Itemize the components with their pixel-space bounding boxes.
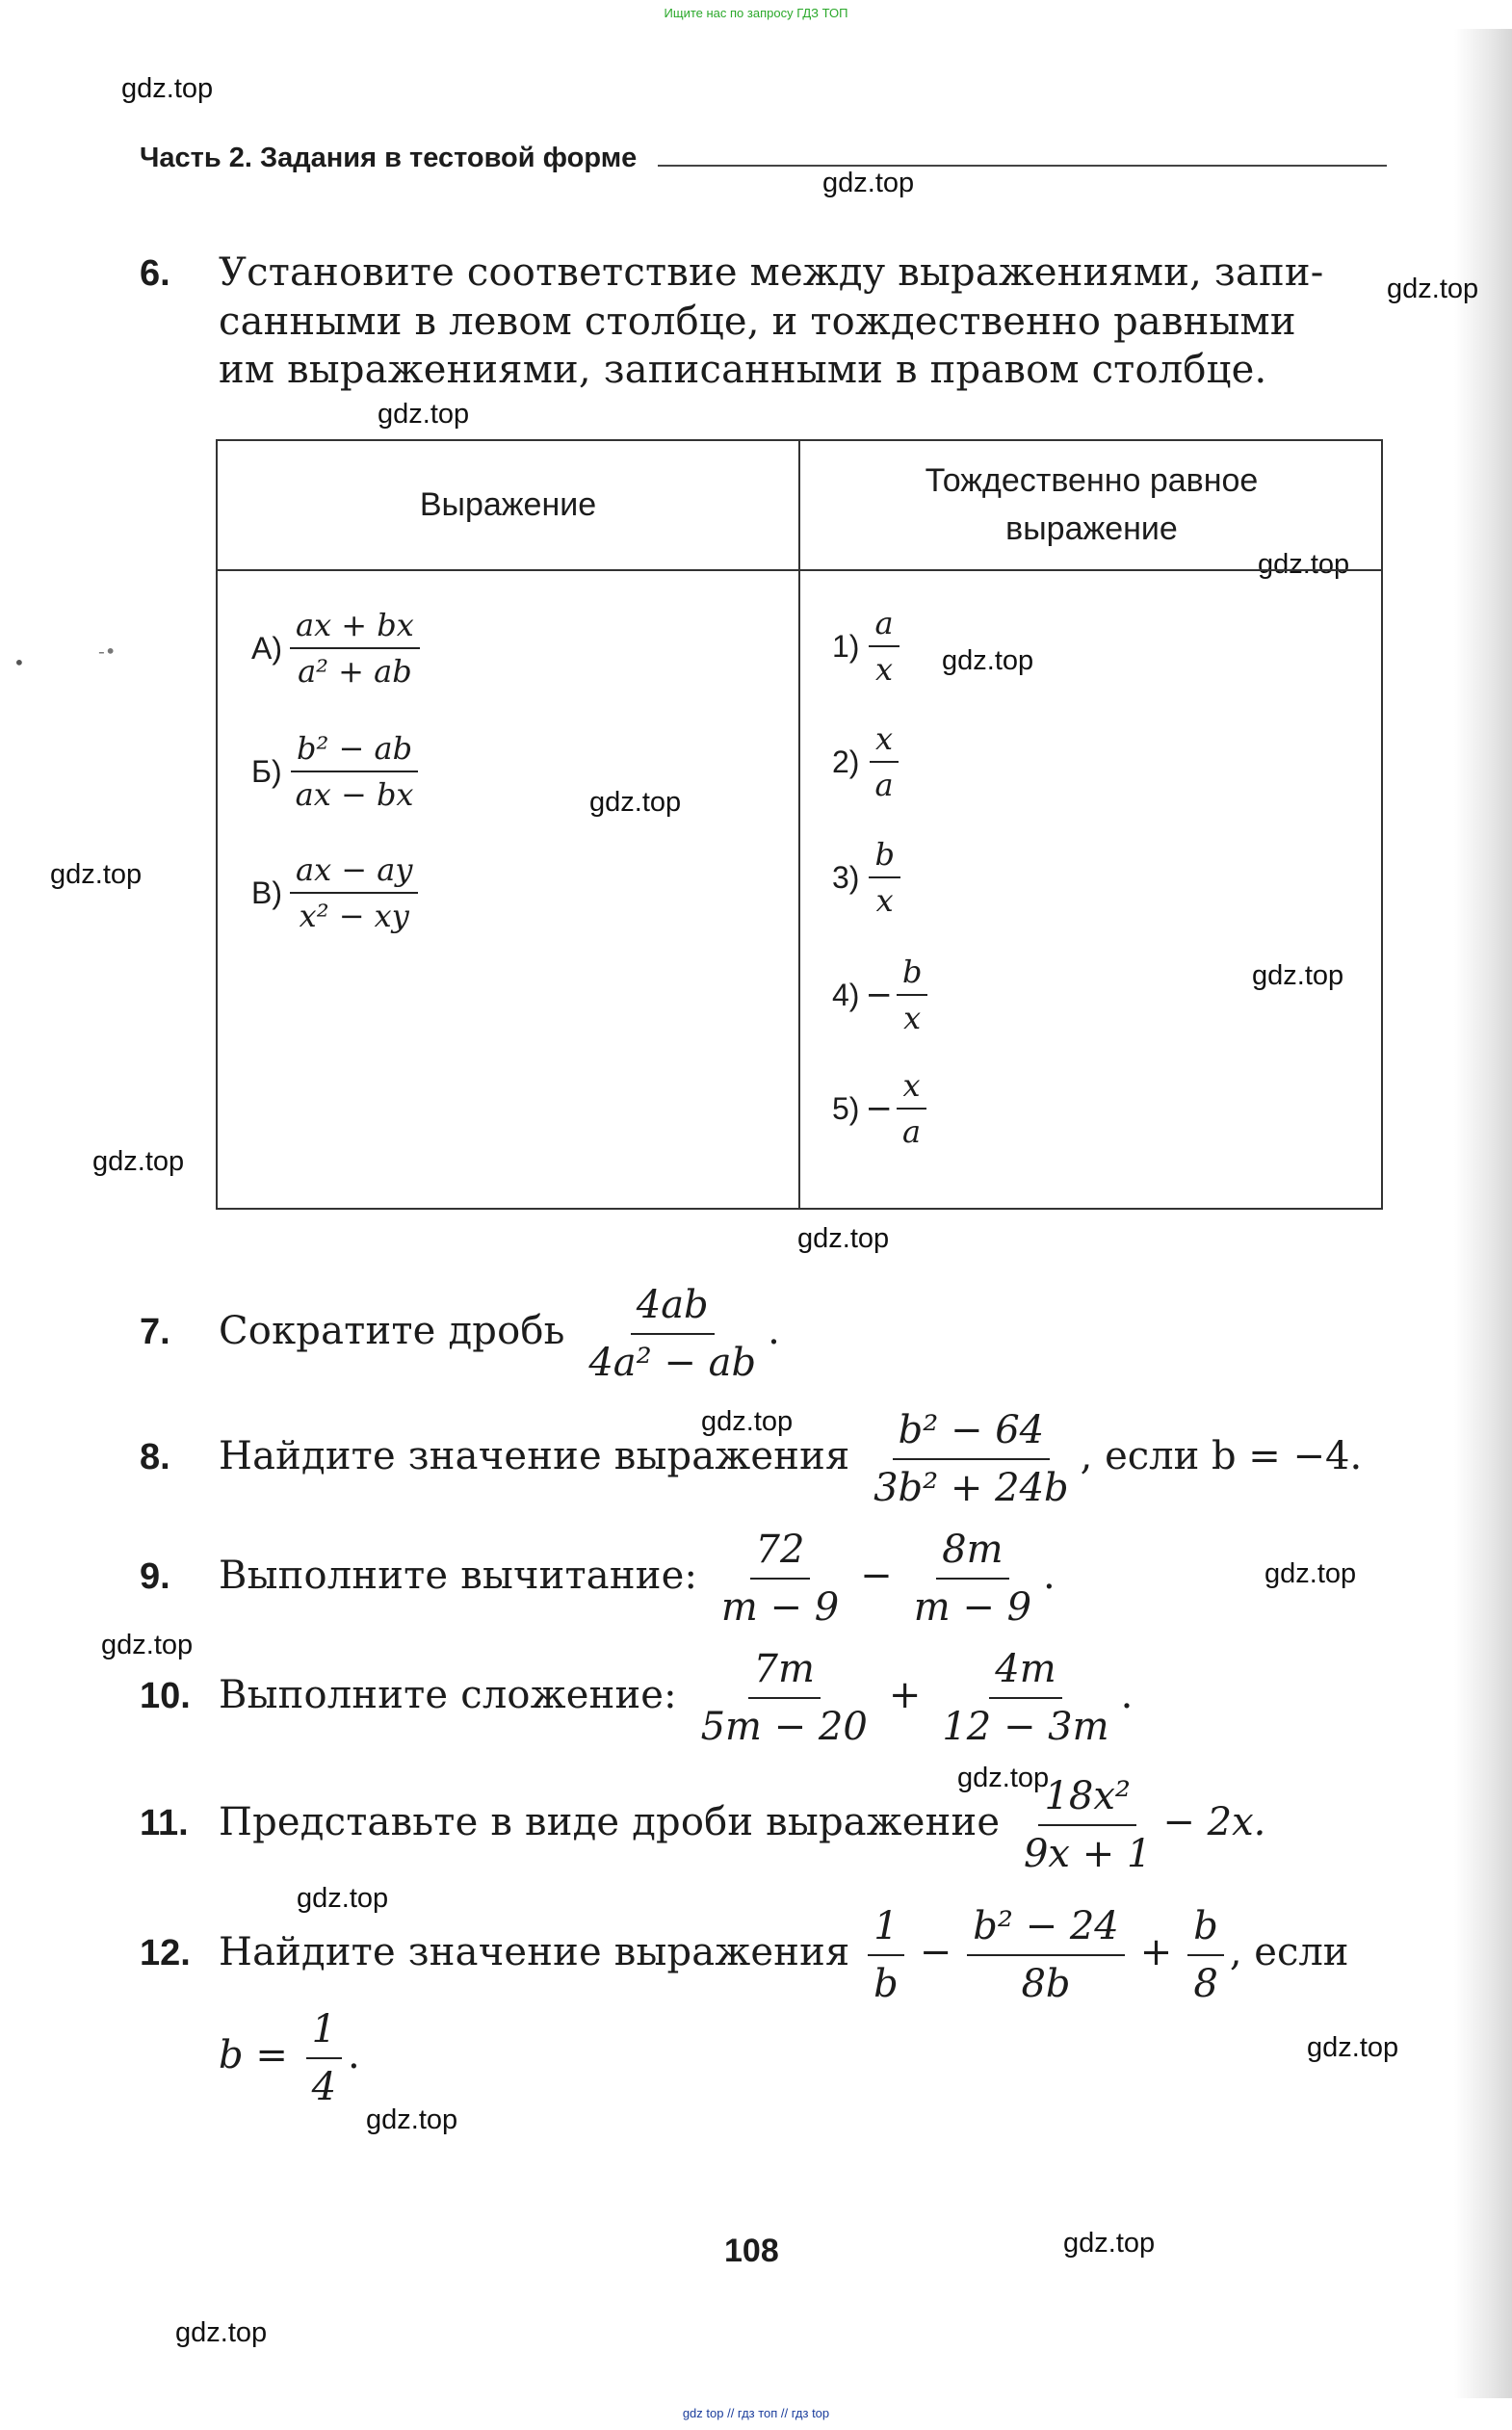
fraction-numerator: 7m: [748, 1645, 821, 1699]
fraction-numerator: b: [897, 954, 927, 996]
item-label: 5): [832, 1090, 860, 1126]
fraction-denominator: a: [874, 767, 894, 803]
task-text: Выполните вычитание:: [219, 1554, 698, 1598]
fraction-denominator: m − 9: [720, 1585, 840, 1630]
fraction-denominator: 3b² + 24b: [873, 1466, 1069, 1510]
task-tail: .: [1043, 1554, 1056, 1598]
task-tail: , если: [1229, 1930, 1349, 1974]
table-row-divider: [218, 569, 1381, 571]
task-8: [140, 1406, 1392, 1512]
task-number: 6.: [140, 253, 170, 294]
watermark: gdz.top: [50, 859, 143, 890]
fraction-denominator: 8: [1193, 1962, 1218, 2006]
task-number: 12.: [140, 1933, 191, 1973]
task-text: b =: [219, 2033, 288, 2077]
task-text: Выполните сложение:: [219, 1673, 677, 1717]
matching-table: [216, 439, 1383, 1210]
task-10: [140, 1645, 1392, 1751]
item-label: А): [251, 630, 282, 666]
header-rule: [658, 165, 1387, 167]
operator: +: [888, 1673, 922, 1717]
header-label: Тождественно равное: [925, 462, 1259, 500]
page-edge-shadow: [1454, 29, 1512, 2398]
task-7: [140, 1281, 1392, 1387]
item-label: 1): [832, 628, 860, 664]
operator: −: [860, 1554, 893, 1598]
item-label: В): [251, 875, 282, 910]
fraction-denominator: 12 − 3m: [942, 1705, 1109, 1749]
fraction-numerator: b: [1187, 1902, 1224, 1956]
watermark: gdz.top: [797, 1223, 890, 1254]
fraction-denominator: x² − xy: [299, 898, 409, 934]
task-number: 9.: [140, 1556, 170, 1597]
operator: −: [919, 1930, 952, 1974]
fraction-numerator: x: [897, 1067, 925, 1110]
fraction-numerator: 72: [750, 1526, 811, 1580]
task-tail: .: [1120, 1673, 1134, 1717]
table-header-equivalent: [800, 441, 1383, 569]
task-number: 7.: [140, 1312, 170, 1352]
task-9: [140, 1526, 1392, 1632]
fraction-denominator: 9x + 1: [1023, 1832, 1152, 1876]
answer-option-1: [832, 605, 901, 688]
item-label: 3): [832, 859, 860, 895]
section-title: Часть 2. Задания в тестовой форме: [140, 143, 638, 173]
fraction-denominator: 5m − 20: [700, 1705, 868, 1749]
watermark: gdz.top: [1258, 549, 1350, 580]
item-label: 4): [832, 977, 860, 1012]
fraction-denominator: b: [873, 1962, 899, 2006]
task-number: 10.: [140, 1676, 191, 1716]
top-banner: Ищите нас по запросу ГДЗ ТОП: [664, 6, 848, 20]
fraction-numerator: 4m: [989, 1645, 1061, 1699]
answer-option-2: [832, 720, 901, 803]
fraction-numerator: ax − ay: [290, 851, 418, 894]
fraction-numerator: 4ab: [631, 1281, 715, 1335]
fraction-numerator: ax + bx: [290, 607, 420, 649]
fraction-numerator: a: [869, 605, 899, 647]
answer-option-4: [832, 954, 929, 1036]
fraction-denominator: 4a² − ab: [588, 1341, 757, 1385]
fraction-denominator: x: [875, 882, 894, 919]
expression-a: [251, 607, 422, 690]
fraction-denominator: a: [901, 1113, 922, 1150]
watermark: gdz.top: [297, 1883, 389, 1914]
task-tail: , если b = −4.: [1080, 1434, 1363, 1478]
task-number: 8.: [140, 1437, 170, 1477]
expression-b: [251, 730, 421, 813]
bottom-banner: gdz top // гдз топ // гдз top: [682, 2406, 830, 2420]
sign: −: [865, 1089, 893, 1128]
task-text: Найдите значение выражения: [219, 1930, 850, 1974]
watermark: gdz.top: [822, 168, 915, 198]
table-header-expression: [218, 441, 798, 569]
fraction-numerator: 18x²: [1038, 1772, 1136, 1826]
task-number: 11.: [140, 1803, 189, 1843]
task-6: [140, 248, 1392, 394]
watermark: gdz.top: [1063, 2228, 1156, 2259]
fraction-numerator: b² − ab: [291, 730, 418, 772]
margin-dot: •: [13, 651, 25, 674]
fraction-denominator: m − 9: [913, 1585, 1032, 1630]
fraction-denominator: a² + ab: [298, 653, 412, 690]
watermark: gdz.top: [942, 645, 1034, 676]
task-text: им выражениями, записанными в правом столбце.: [219, 347, 1267, 392]
header-label: Выражение: [419, 485, 597, 523]
fraction-denominator: 4: [311, 2065, 337, 2109]
margin-dash: -•: [98, 640, 117, 663]
watermark: gdz.top: [1252, 960, 1344, 991]
task-12-line2: [219, 2005, 796, 2111]
task-text: санными в левом столбце, и тождественно равными: [219, 299, 1296, 344]
expression-v: [251, 851, 420, 934]
fraction-denominator: 8b: [1021, 1962, 1071, 2006]
task-tail: − 2x.: [1162, 1800, 1266, 1844]
answer-option-5: [832, 1067, 928, 1150]
fraction-denominator: x: [874, 651, 894, 688]
fraction-numerator: b² − 24: [967, 1902, 1124, 1956]
fraction-numerator: b² − 64: [893, 1406, 1050, 1460]
task-tail: .: [348, 2033, 360, 2077]
task-text: Найдите значение выражения: [219, 1434, 850, 1478]
watermark: gdz.top: [378, 399, 470, 430]
task-text: Установите соответствие между выражениями, запи-: [219, 250, 1324, 295]
watermark: gdz.top: [701, 1406, 794, 1437]
page-number: 108: [724, 2233, 779, 2269]
watermark: gdz.top: [175, 2317, 268, 2348]
header-label: выражение: [1005, 510, 1178, 547]
watermark: gdz.top: [957, 1763, 1050, 1793]
watermark: gdz.top: [92, 1146, 185, 1177]
task-text: Представьте в виде дроби выражение: [219, 1800, 1001, 1844]
section-header: [140, 143, 1387, 174]
watermark: gdz.top: [1387, 274, 1479, 304]
operator: +: [1139, 1930, 1173, 1974]
fraction-numerator: 8m: [936, 1526, 1008, 1580]
watermark: gdz.top: [589, 787, 682, 818]
fraction-numerator: 1: [306, 2005, 342, 2059]
fraction-numerator: b: [869, 836, 899, 878]
watermark: gdz.top: [101, 1630, 194, 1660]
watermark: gdz.top: [1307, 2032, 1399, 2063]
fraction-denominator: x: [903, 1000, 922, 1036]
item-label: Б): [251, 753, 282, 789]
answer-option-3: [832, 836, 902, 919]
watermark: gdz.top: [366, 2104, 458, 2135]
watermark: gdz.top: [121, 73, 214, 104]
task-12: [140, 1902, 1392, 2008]
task-text: Сократите дробь: [219, 1309, 565, 1353]
task-11: [140, 1772, 1392, 1878]
sign: −: [865, 976, 893, 1014]
fraction-numerator: x: [870, 720, 899, 763]
watermark: gdz.top: [1264, 1558, 1357, 1589]
fraction-numerator: 1: [868, 1902, 903, 1956]
fraction-denominator: ax − bx: [295, 776, 414, 813]
task-tail: .: [768, 1309, 780, 1353]
item-label: 2): [832, 744, 860, 779]
